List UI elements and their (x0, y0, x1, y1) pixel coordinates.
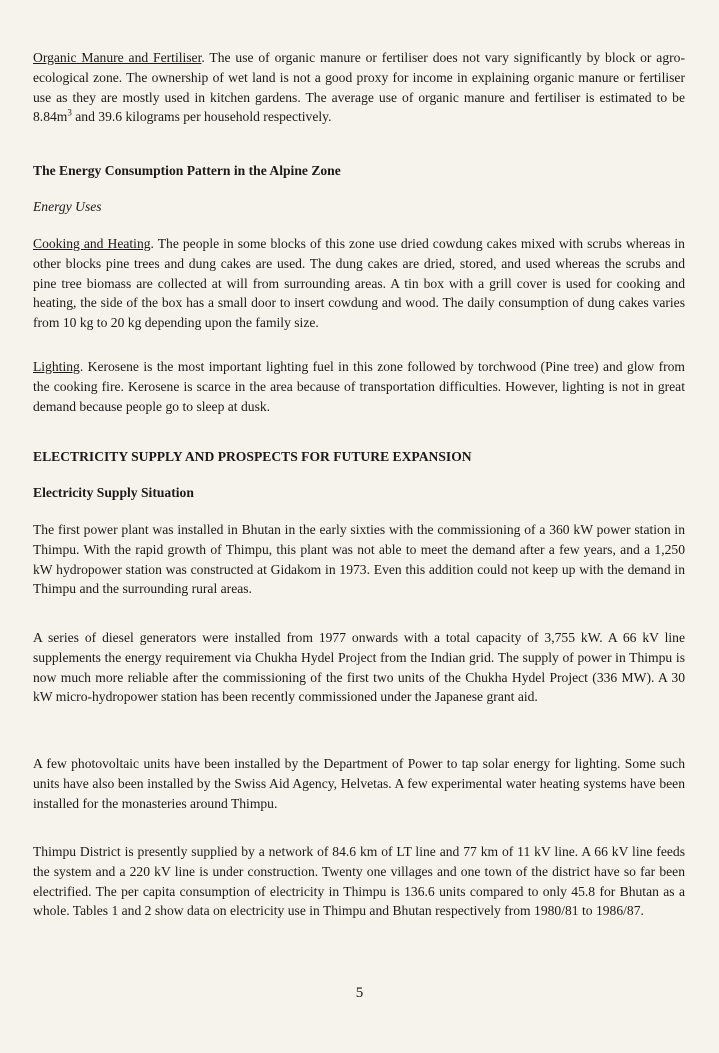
paragraph-photovoltaic: A few photovoltaic units have been installed by the Department of Power to tap solar energy for lighting. Some such units have also been installed by the Swiss Aid Agency, Helvetas. A few experimental water heating systems have been installed for the monasteries around Thimpu. (33, 756, 685, 811)
cubic-superscript: 3 (67, 107, 72, 118)
run-in-heading-cooking-heating: Cooking and Heating (33, 236, 151, 251)
paragraph-cooking-heating (33, 234, 685, 333)
paragraph-organic-manure-text-end: and 39.6 kilograms per household respectively. (71, 109, 332, 125)
paragraph-thimpu-network: Thimpu District is presently supplied by a network of 84.6 km of LT line and 77 km of 11 kV line. A 66 kV line feeds the system and a 220 kV line is under construction. Twenty one villages and one town of the district have so far been electrified. The per capita consumption of electricity in Thimpu is 136.6 units compared to only 45.8 for Bhutan as a whole. Tables 1 and 2 show data on electricity use in Thimpu and Bhutan respectively from 1980/81 to 1986/87. (33, 844, 685, 919)
page-number: 5 (355, 985, 364, 1001)
run-in-heading-organic-manure: Organic Manure and Fertiliser (33, 50, 202, 65)
paragraph-organic-manure-text: . The use of organic manure or fertiliser does not vary significantly by block or agro-ecological zone. The ownership of wet land is not a good proxy for income in explaining organic manure or fertiliser use as they are mostly used in kitchen gardens. The average use of organic manure and fertiliser is estimated to be 8.84m (33, 50, 685, 125)
subheading-supply-situation: Electricity Supply Situation (33, 485, 194, 500)
run-in-heading-lighting: Lighting (33, 359, 80, 374)
paragraph-organic-manure (33, 48, 685, 127)
subheading-energy-uses: Energy Uses (33, 199, 102, 214)
heading-electricity-supply: ELECTRICITY SUPPLY AND PROSPECTS FOR FUTURE EXPANSION (33, 449, 472, 464)
paragraph-cooking-heating-text: . The people in some blocks of this zone use dried cowdung cakes mixed with scrubs whereas in other blocks pine trees and dung cakes are used. The dung cakes are dried, stored, and used whereas the scrubs and pine tree biomass are collected at will from surrounding areas. A tin box with a grill cover is used for cooking and heating, the side of the box has a small door to insert cowdung and wood. The daily consumption of dung cakes varies from 10 kg to 20 kg depending upon the family size. (33, 236, 685, 331)
paragraph-lighting (33, 357, 685, 416)
paragraph-first-power-plant: The first power plant was installed in Bhutan in the early sixties with the commissioning of a 360 kW power station in Thimpu. With the rapid growth of Thimpu, this plant was not able to meet the demand after a few years, and a 1,250 kW hydropower station was constructed at Gidakom in 1973. Even this addition could not keep up with the demand in Thimpu and the surrounding rural areas. (33, 522, 685, 597)
heading-alpine-zone: The Energy Consumption Pattern in the Alpine Zone (33, 163, 341, 178)
paragraph-diesel-generators: A series of diesel generators were installed from 1977 onwards with a total capacity of 3,755 kW. A 66 kV line supplements the energy requirement via Chukha Hydel Project from the Indian grid. The supply of power in Thimpu is now much more reliable after the commissioning of the first two units of the Chukha Hydel Project (336 MW). A 30 kW micro-hydropower station has been recently commissioned under the Japanese grant aid. (33, 630, 685, 705)
paragraph-lighting-text: . Kerosene is the most important lighting fuel in this zone followed by torchwood (Pine tree) and glow from the cooking fire. Kerosene is scarce in the area because of transportation difficulties. However, lighting is not in great demand because people go to sleep at dusk. (33, 359, 685, 414)
